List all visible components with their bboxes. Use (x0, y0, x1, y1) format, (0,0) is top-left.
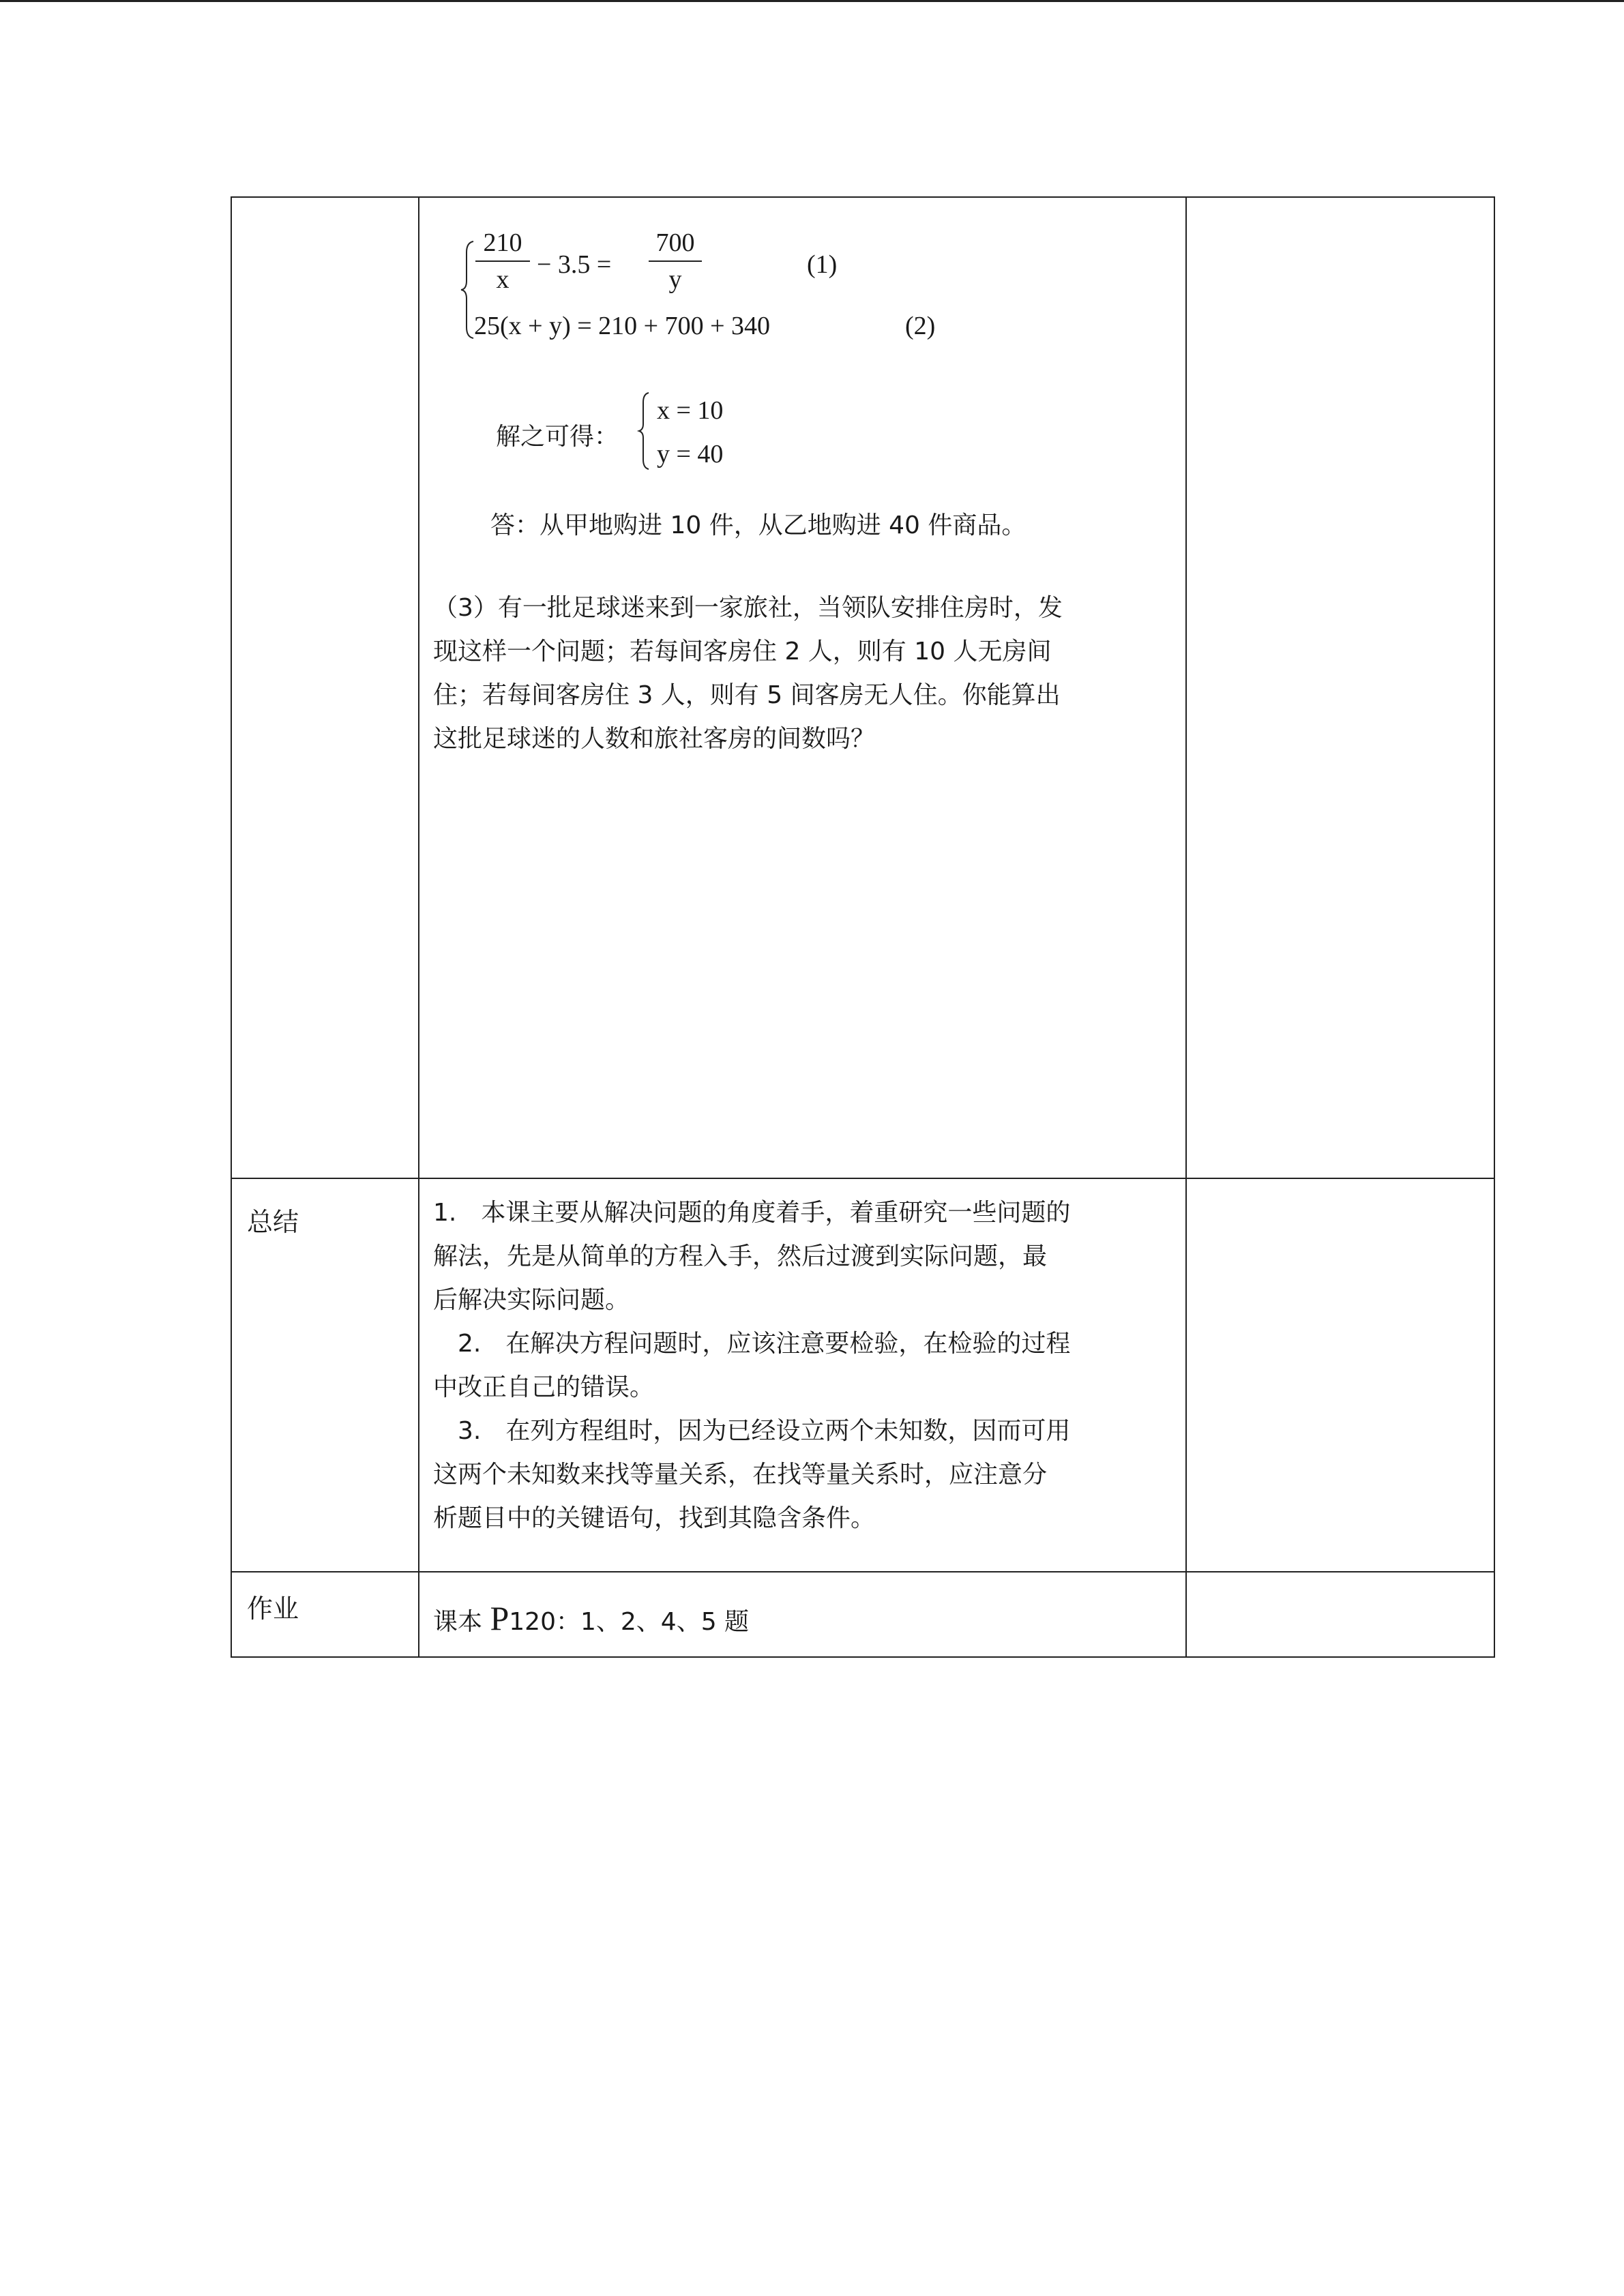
homework-rest: 120：1、2、4、5 题 (509, 1608, 750, 1636)
problem-line: 这批足球迷的人数和旅社客房的间数吗？ (433, 725, 876, 753)
summary-line: 中改正自己的错误。 (433, 1373, 655, 1401)
summary-line: 析题目中的关键语句，找到其隐含条件。 (433, 1504, 876, 1532)
eq2: 25(x + y) = 210 + 700 + 340 (474, 312, 771, 340)
table-row (231, 1178, 1494, 1572)
fraction-bar (649, 260, 702, 262)
summary-line: 1. 本课主要从解决问题的角度着手，着重研究一些问题的 (433, 1199, 1071, 1227)
denominator: y (668, 265, 682, 294)
summary-line: 3. 在列方程组时，因为已经设立两个未知数，因而可用 (433, 1417, 1071, 1445)
notes-cell (1186, 197, 1494, 1178)
eq1-middle: − 3.5 = (537, 250, 612, 279)
label-cell (231, 1178, 419, 1572)
eq2-tag: (2) (905, 312, 936, 340)
answer-text: 答：从甲地购进 10 件，从乙地购进 40 件商品。 (490, 511, 1027, 539)
fraction-210-over-x (475, 228, 530, 295)
summary-label: 总结 (247, 1207, 299, 1237)
summary-line: 2. 在解决方程问题时，应该注意要检验，在检验的过程 (433, 1330, 1071, 1358)
label-cell (231, 1572, 419, 1657)
problem-line: 住；若每间客房住 3 人，则有 5 间客房无人住。你能算出 (433, 681, 1061, 709)
summary-line: 后解决实际问题。 (433, 1286, 630, 1314)
content-cell (419, 1572, 1186, 1657)
homework-label: 作业 (247, 1594, 299, 1624)
problem-3 (433, 586, 1177, 761)
solution-prefix: 解之可得： (496, 423, 619, 451)
table-row (231, 197, 1494, 1178)
problem-line: （3）有一批足球迷来到一家旅社，当领队安排住房时，发 (433, 594, 1063, 622)
numerator: 700 (655, 228, 695, 257)
numerator: 210 (483, 228, 522, 257)
solution-brace (636, 390, 651, 472)
lesson-table (231, 196, 1495, 1658)
eq1-tag: (1) (807, 250, 838, 279)
solution-y: y = 40 (657, 440, 724, 468)
denominator: x (496, 265, 510, 294)
homework-prefix: 课本 (433, 1608, 490, 1636)
problem-line: 现这样一个问题；若每间客房住 2 人，则有 10 人无房间 (433, 638, 1052, 666)
summary-line: 这两个未知数来找等量关系，在找等量关系时，应注意分 (433, 1461, 1048, 1489)
summary-text (433, 1191, 1177, 1540)
solution-x: x = 10 (657, 396, 724, 425)
fraction-bar (475, 260, 530, 262)
content-cell (419, 1178, 1186, 1572)
summary-line: 解法，先是从简单的方程入手，然后过渡到实际问题，最 (433, 1242, 1048, 1270)
table-row (231, 1572, 1494, 1657)
page-top-border (0, 0, 1624, 2)
homework-page-letter: P (490, 1599, 510, 1637)
notes-cell (1186, 1572, 1494, 1657)
label-cell (231, 197, 419, 1178)
notes-cell (1186, 1178, 1494, 1572)
content-cell (419, 197, 1186, 1178)
homework-text (433, 1598, 749, 1638)
fraction-700-over-y (649, 228, 702, 295)
